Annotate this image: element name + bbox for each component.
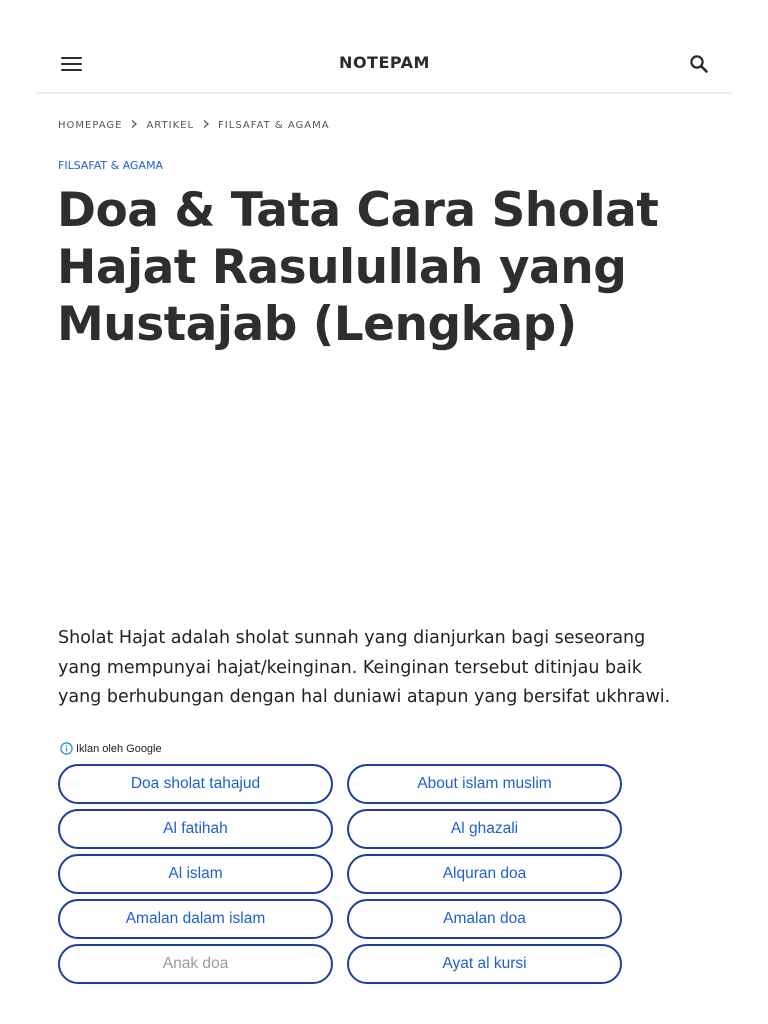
ad-link-button[interactable]: Al islam: [58, 854, 333, 894]
title-line: Mustajab (Lengkap): [57, 297, 577, 352]
article-intro: [58, 624, 718, 713]
breadcrumb-filsafat-agama[interactable]: FILSAFAT & AGAMA: [218, 119, 330, 131]
ad-link-button[interactable]: Alquran doa: [347, 854, 622, 894]
ad-label-text: Iklan oleh Google: [76, 742, 162, 755]
chevron-right-icon: [122, 119, 146, 132]
ad-link-button[interactable]: Al fatihah: [58, 809, 333, 849]
intro-line: yang berhubungan dengan hal duniawi atapun yang bersifat ukhrawi.: [58, 687, 671, 707]
ad-link-button[interactable]: About islam muslim: [347, 764, 622, 804]
breadcrumb-artikel[interactable]: ARTIKEL: [146, 119, 195, 131]
ad-link-button[interactable]: Ayat al kursi: [347, 944, 622, 984]
site-logo[interactable]: NOTEPAM: [339, 53, 430, 72]
title-line: Hajat Rasulullah yang: [57, 240, 627, 295]
ad-link-button[interactable]: Doa sholat tahajud: [58, 764, 333, 804]
search-icon[interactable]: [687, 52, 711, 76]
intro-line: Sholat Hajat adalah sholat sunnah yang dianjurkan bagi seseorang: [58, 628, 646, 648]
breadcrumb: [58, 118, 330, 132]
ad-link-button[interactable]: Al ghazali: [347, 809, 622, 849]
ad-label[interactable]: [60, 742, 162, 755]
site-header: [37, 30, 732, 94]
ad-link-button[interactable]: Amalan doa: [347, 899, 622, 939]
breadcrumb-homepage[interactable]: HOMEPAGE: [58, 119, 123, 131]
article-category-link[interactable]: FILSAFAT & AGAMA: [58, 159, 164, 172]
page-title: [57, 182, 707, 353]
ad-link-button[interactable]: Anak doa: [58, 944, 333, 984]
title-line: Doa & Tata Cara Sholat: [57, 183, 659, 238]
info-icon: [60, 742, 73, 755]
intro-line: yang mempunyai hajat/keinginan. Keinginan tersebut ditinjau baik: [58, 657, 642, 678]
ad-link-button[interactable]: Amalan dalam islam: [58, 899, 333, 939]
chevron-right-icon: [194, 119, 218, 132]
